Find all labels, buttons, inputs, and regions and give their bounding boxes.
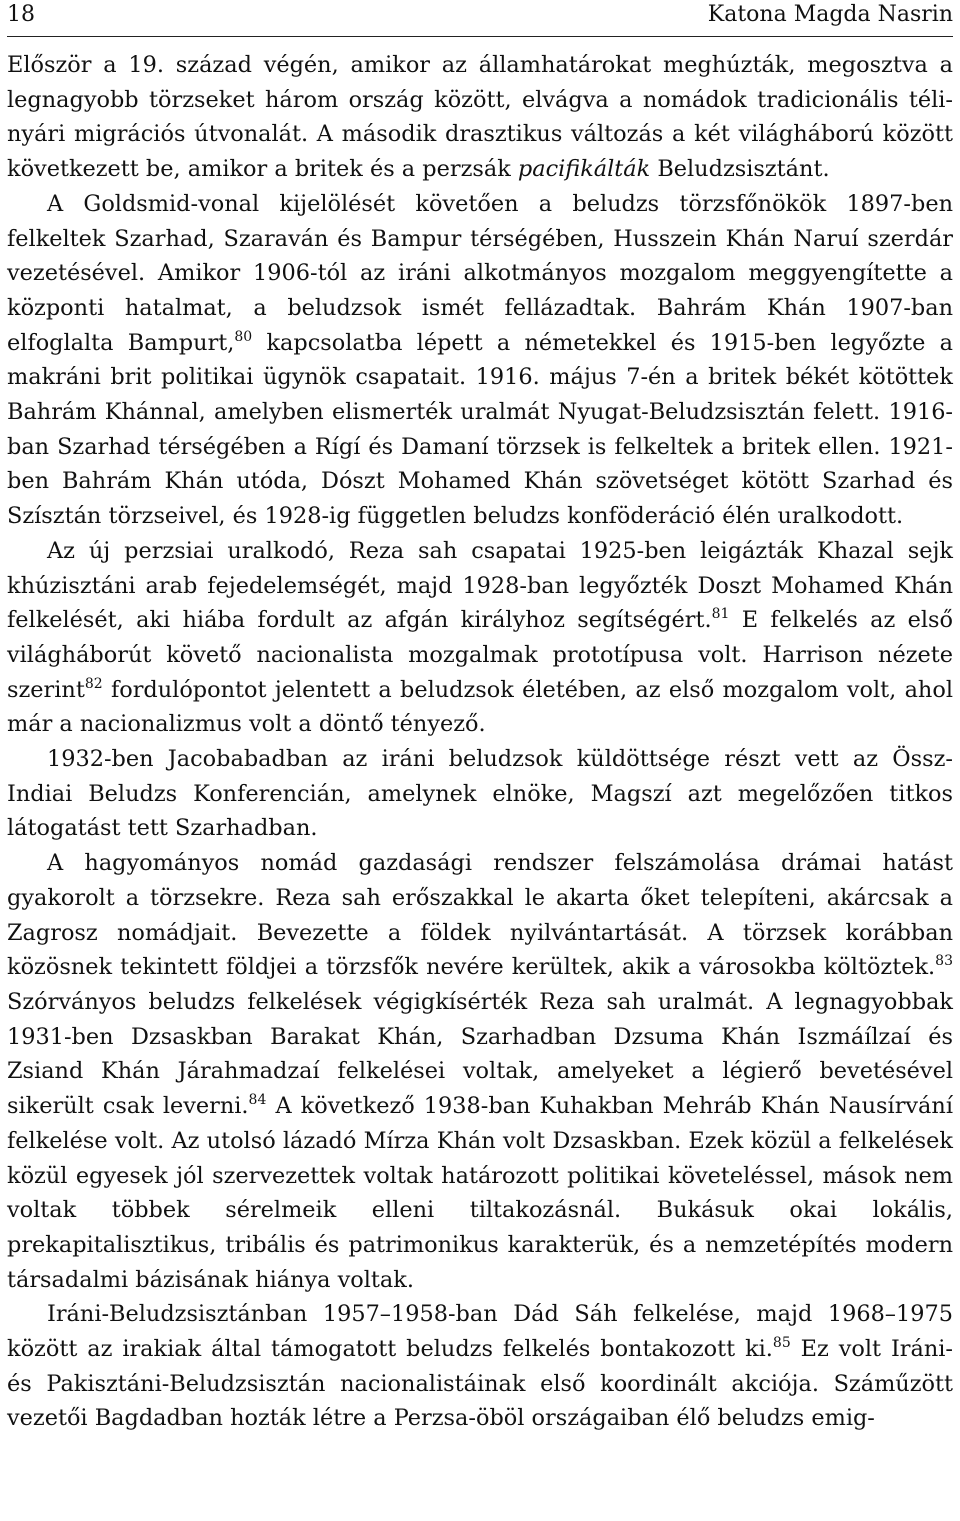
text-segment: fordulópontot jelentett a beludzsok életében, az első mozgalom volt, ahol már a nacionalizmus volt a döntő tényező. xyxy=(7,676,953,738)
text-segment: Szórványos beludzs felkelések végigkísérték Reza sah uralmát. A legnagyobbak 1931-ben Dzsaskban Barakat Khán, Szarhadban Dzsuma Khán Iszmáílzaí és Zsiand Khán Járahmadzaí felkelései voltak, amelyeket a légierő bevetésével sikerült csak leverni. xyxy=(7,988,953,1120)
body-text xyxy=(7,48,953,1436)
text-segment: Iráni-Beludzsisztánban 1957–1958-ban Dád Sáh felkelése, majd 1968–1975 között az irakiak által támogatott beludzs felkelés bontakozott ki. xyxy=(7,1301,953,1363)
text-segment: Az új perzsiai uralkodó, Reza sah csapatai 1925-ben leigázták Khazal sejk khúzisztáni arab fejedelemségét, majd 1928-ban legyőzték Doszt Mohamed Khán felkelését, aki hiába fordult az afgán királyhoz segítségért. xyxy=(7,537,953,634)
page-number: 18 xyxy=(7,2,35,27)
paragraph xyxy=(7,534,953,742)
paragraph xyxy=(7,48,953,187)
footnote-marker: 85 xyxy=(772,1335,791,1352)
text-segment: Először a 19. század végén, amikor az államhatárokat meghúzták, megosztva a legnagyobb törzseket három ország között, elvágva a nomádok tradicionális téli-nyári migrációs útvonalát. A második drasztikus változás a két világháború között következett be, amikor a britek és a perzsák xyxy=(7,52,953,183)
text-segment: A Goldsmid-vonal kijelölését követően a beludzs törzsfőnökök 1897-ben felkeltek Szarhad, Szaraván és Bampur térségében, Husszein Khán Naruí szerdár vezetésével. Amikor 1906-tól az iráni alkotmányos mozgalom meggyengítette a központi hatalmat, a beludzsok ismét fellázadtak. Bahrám Khán 1907-ban elfoglalta Bampurt, xyxy=(7,190,953,356)
paragraph xyxy=(7,1297,953,1436)
footnote-marker: 83 xyxy=(935,953,953,970)
text-segment: Beludzsisztánt. xyxy=(650,156,830,183)
running-title: Katona Magda Nasrin xyxy=(707,2,953,27)
text-segment: A következő 1938-ban Kuhakban Mehráb Khán Nausírvání felkelése volt. Az utolsó lázadó Mírza Khán volt Dzsaskban. Ezek közül a felkelések közül egyesek jól szervezettek voltak határozott politikai követeléssel, mások nem voltak többek sérelmeik elleni tiltakozásnál. Bukásuk okai lokális, prekapitalisztikus, tribális és patrimonikus karakterük, és a nemzetépítés modern társadalmi bázisának hiánya voltak. xyxy=(7,1093,953,1293)
text-segment: E felkelés az első világháborút követő nacionalista mozgalmak prototípusa volt. Harrison nézete szerint xyxy=(7,607,954,703)
paragraph xyxy=(7,742,953,846)
text-segment: A hagyományos nomád gazdasági rendszer felszámolása drámai hatást gyakorolt a törzsekre. Reza sah erőszakkal le akarta őket telepíteni, akárcsak a Zagrosz nomádjait. Bevezette a földek nyilvántartását. A törzsek korábban közösnek tekintett földjei a törzsfők nevére kerültek, akik a városokba költöztek. xyxy=(7,850,953,981)
emphasized-text: pacifikálták xyxy=(517,156,651,183)
footnote-marker: 82 xyxy=(84,675,103,692)
text-segment: Ez volt Iráni- és Pakisztáni-Beludzsisztán nacionalistáinak első koordinált akciója. Száműzött vezetői Bagdadban hozták létre a Perzsa-öböl országaiban élő beludzs emig- xyxy=(7,1336,954,1432)
footnote-marker: 84 xyxy=(248,1092,267,1109)
text-segment: kapcsolatba lépett a németekkel és 1915-ben legyőzte a makráni brit politikai ügynök csapatait. 1916. május 7-én a britek békét kötöttek Bahrám Khánnal, amelyben elismerték uralmát Nyugat-Beludzsisztán felett. 1916-ban Szarhad térségében a Rígí és Damaní törzsek is felkeltek a britek ellen. 1921-ben Bahrám Khán utóda, Dószt Mohamed Khán szövetséget kötött Szarhad és Szísztán törzseivel, és 1928-ig független beludzs konföderáció élén uralkodott. xyxy=(7,329,953,530)
text-segment: 1932-ben Jacobabadban az iráni beludzsok küldöttsége részt vett az Össz-Indiai Beludzs Konferencián, amelynek elnöke, Magszí azt megelőzően titkos látogatást tett Szarhadban. xyxy=(7,746,953,842)
footnote-marker: 81 xyxy=(711,606,730,623)
paragraph xyxy=(7,187,953,534)
running-header xyxy=(7,0,953,37)
paragraph xyxy=(7,846,953,1297)
footnote-marker: 80 xyxy=(234,328,253,345)
